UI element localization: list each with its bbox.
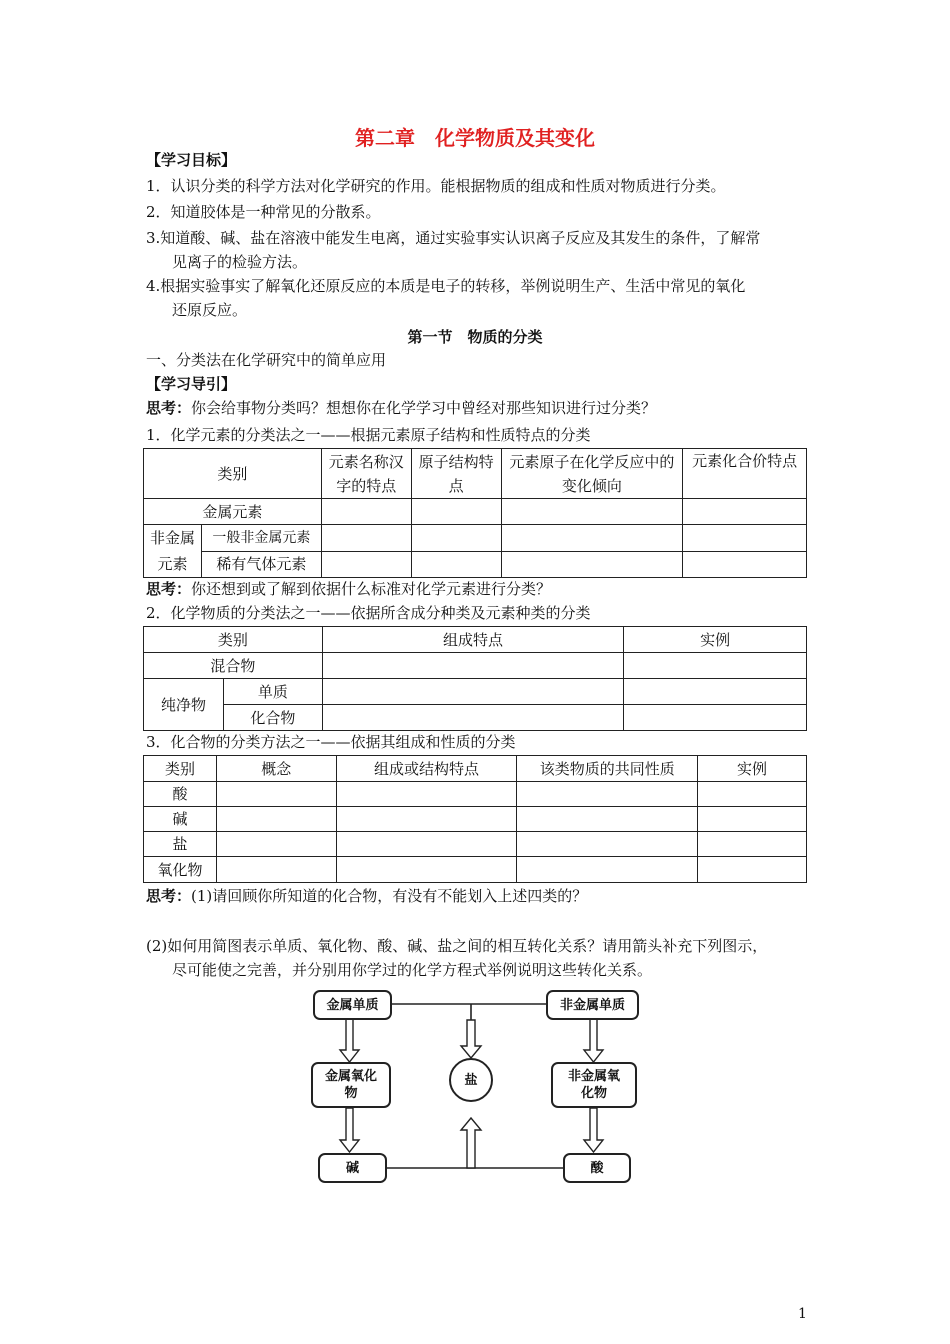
think-label: 思考： (146, 580, 192, 598)
hollow-arrow (340, 1018, 359, 1062)
think-label: 思考： (146, 887, 192, 905)
page-number: 1 (798, 1306, 807, 1322)
table-row-label: 一般非金属元素 (201, 525, 321, 552)
table-header: 原子结构特点 (411, 449, 501, 499)
table-header: 类别 (144, 449, 322, 499)
table3-caption: 3．化合物的分类方法之一——依据其组成和性质的分类 (146, 733, 516, 751)
table-header: 元素名称汉字的特点 (321, 449, 411, 499)
question-2-continued: 尽可能使之完善，并分别用你学过的化学方程式举例说明这些转化关系。 (172, 961, 653, 979)
nonmetal-oxide-box: 非金属氧化物 (551, 1062, 637, 1108)
table2-caption: 2．化学物质的分类法之一——依据所含成分种类及元素种类的分类 (146, 604, 591, 622)
base-box: 碱 (318, 1153, 387, 1183)
table-header: 组成特点 (322, 627, 624, 653)
question-2-text: (2)如何用简图表示单质、氧化物、酸、碱、盐之间的相互转化关系？请用箭头补充下列图示， (146, 937, 768, 955)
table-row-label: 非金属元素 (144, 525, 202, 578)
table-header: 组成或结构特点 (336, 756, 517, 782)
table-row-label: 纯净物 (144, 679, 224, 731)
table-header: 元素化合价特点 (683, 449, 807, 499)
table-header: 实例 (624, 627, 807, 653)
table-row-label: 稀有气体元素 (201, 551, 321, 578)
objective-3-continued: 见离子的检验方法。 (172, 253, 308, 271)
hollow-arrow (340, 1108, 359, 1152)
hollow-arrow (461, 1020, 481, 1058)
table-row-label: 混合物 (144, 653, 323, 679)
hollow-arrow (584, 1018, 603, 1062)
table-row-label: 氧化物 (144, 857, 217, 883)
table-row-label: 酸 (144, 782, 217, 807)
objective-4-continued: 还原反应。 (172, 301, 248, 319)
think-text: 你还想到或了解到依据什么标准对化学元素进行分类？ (191, 580, 552, 598)
table-header: 实例 (698, 756, 807, 782)
objectives-header: 【学习目标】 (146, 151, 237, 169)
table-row-label: 化合物 (223, 705, 322, 731)
table-header: 概念 (216, 756, 336, 782)
objective-3-text: 3.知道酸、碱、盐在溶液中能发生电离，通过实验事实认识离子反应及其发生的条件，了解常 (146, 229, 761, 247)
table-row-label: 金属元素 (144, 499, 322, 525)
think-text: 你会给事物分类吗？想想你在化学学习中曾经对那些知识进行过分类？ (191, 399, 657, 417)
table-row-label: 盐 (144, 832, 217, 857)
hollow-arrow (461, 1118, 481, 1168)
salt-circle: 盐 (449, 1058, 493, 1102)
section-title: 第一节 物质的分类 (407, 328, 543, 346)
table-header: 类别 (144, 627, 323, 653)
metal-oxide-box: 金属氧化物 (311, 1062, 391, 1108)
table-row-label: 单质 (223, 679, 322, 705)
think-label: 思考： (146, 399, 192, 417)
table1-caption: 1．化学元素的分类法之一——根据元素原子结构和性质特点的分类 (146, 426, 591, 444)
objective-4-text: 4.根据实验事实了解氧化还原反应的本质是电子的转移，举例说明生产、生活中常见的氧化 (146, 277, 746, 295)
acid-box: 酸 (563, 1153, 631, 1183)
table-header: 该类物质的共同性质 (517, 756, 698, 782)
table-row-label: 碱 (144, 807, 217, 832)
think-text: (1)请回顾你所知道的化合物，有没有不能划入上述四类的？ (191, 887, 588, 905)
guide-header: 【学习导引】 (146, 375, 237, 393)
objective-2-text: 2．知道胶体是一种常见的分散系。 (146, 203, 381, 221)
hollow-arrow (584, 1108, 603, 1152)
table-header: 类别 (144, 756, 217, 782)
objective-1-text: 1．认识分类的科学方法对化学研究的作用。能根据物质的组成和性质对物质进行分类。 (146, 177, 726, 195)
table-header: 元素原子在化学反应中的变化倾向 (501, 449, 683, 499)
metal-element-box: 金属单质 (313, 990, 392, 1020)
nonmetal-element-box: 非金属单质 (546, 990, 639, 1020)
subsection-heading: 一、分类法在化学研究中的简单应用 (146, 351, 387, 369)
chapter-title: 第二章 化学物质及其变化 (355, 126, 595, 150)
